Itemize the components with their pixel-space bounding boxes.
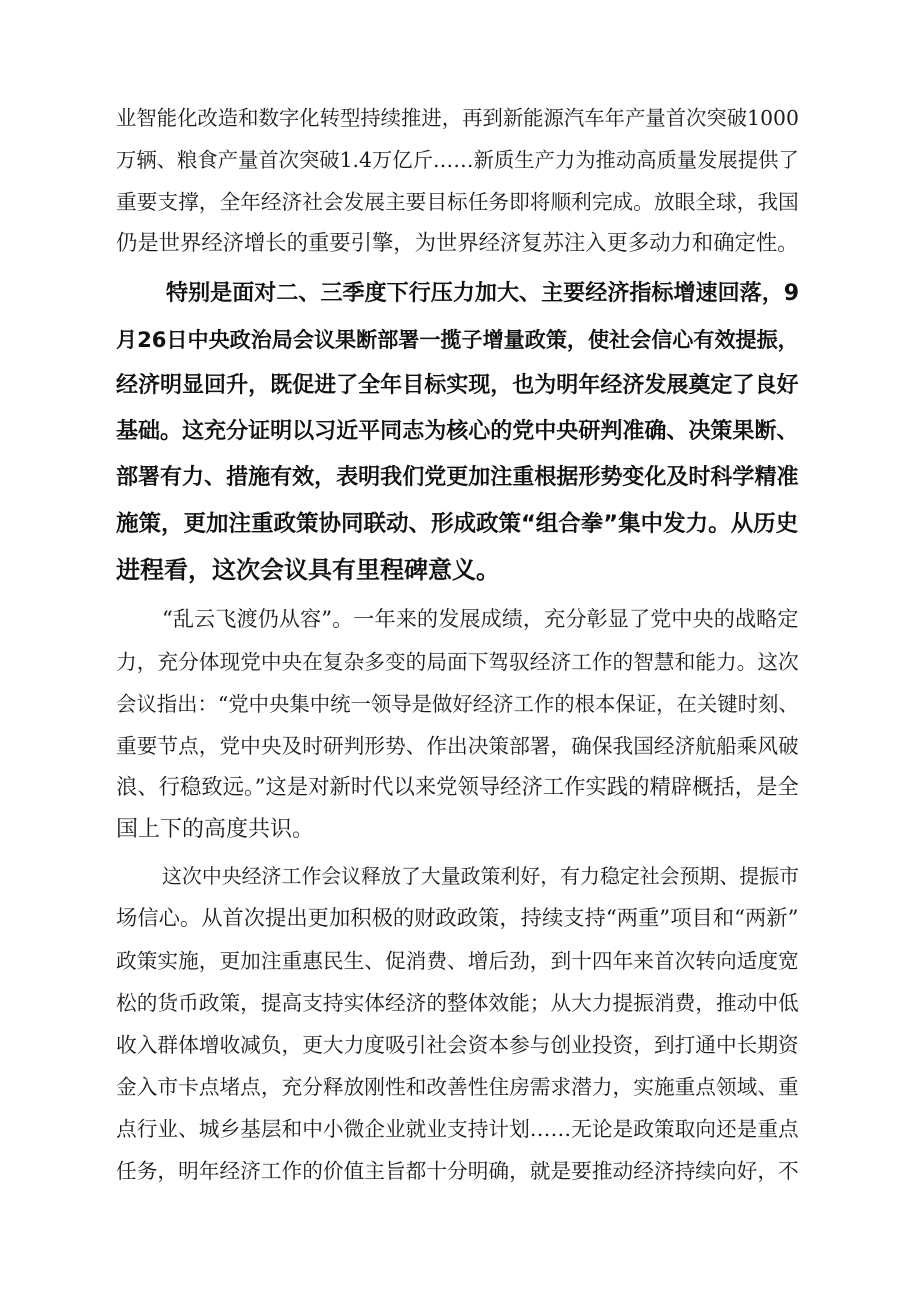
text-line: 业智能化改造和数字化转型持续推进，再到新能源汽车年产量首次突破1000	[116, 106, 799, 130]
text-line: 浪、行稳致远。”这是对新时代以来党领导经济工作实践的精辟概括，是全	[116, 775, 799, 800]
text-line: 仍是世界经济增长的重要引擎，为世界经济复苏注入更多动力和确定性。	[116, 231, 799, 256]
text-line: 基础。这充分证明以习近平同志为核心的党中央研判准确、决策果断、	[116, 419, 799, 444]
text-line: 松的货币政策，提高支持实体经济的整体效能；从大力提振消费，推动中低	[116, 991, 799, 1015]
text-line: 收入群体增收减负，更大力度吸引社会资本参与创业投资，到打通中长期资	[116, 1033, 799, 1057]
text-line: 部署有力、措施有效，表明我们党更加注重根据形势变化及时科学精准	[116, 465, 799, 490]
text-line: 经济明显回升，既促进了全年目标实现，也为明年经济发展奠定了良好	[116, 373, 799, 398]
text-line: 进程看，这次会议具有里程碑意义。	[116, 556, 500, 584]
text-line: 重要支撑，全年经济社会发展主要目标任务即将顺利完成。放眼全球，我国	[116, 190, 799, 214]
text-line: 万辆、粮食产量首次突破1.4万亿斤……新质生产力为推动高质量发展提供了	[116, 148, 799, 172]
text-line: 重要节点，党中央及时研判形势、作出决策部署，确保我国经济航船乘风破	[116, 734, 799, 758]
text-line: “乱云飞渡仍从容”。一年来的发展成绩，充分彰显了党中央的战略定	[162, 607, 799, 632]
text-line: 政策实施，更加注重惠民生、促消费、增后劲，到十四年来首次转向适度宽	[116, 949, 799, 973]
text-line: 金入市卡点堵点，充分释放刚性和改善性住房需求潜力，实施重点领域、重	[116, 1075, 799, 1099]
text-line: 力，充分体现党中央在复杂多变的局面下驾驭经济工作的智慧和能力。这次	[116, 650, 799, 674]
text-line: 点行业、城乡基层和中小微企业就业支持计划……无论是政策取向还是重点	[116, 1117, 799, 1141]
text-line: 这次中央经济工作会议释放了大量政策利好，有力稳定社会预期、提振市	[162, 865, 800, 888]
text-line: 会议指出：“党中央集中统一领导是做好经济工作的根本保证，在关键时刻、	[116, 692, 799, 716]
text-line: 施策，更加注重政策协同联动、形成政策“组合拳”集中发力。从历史	[116, 511, 799, 537]
text-line: 场信心。从首次提出更加积极的财政政策，持续支持“两重”项目和“两新”	[116, 906, 799, 931]
text-line: 国上下的高度共识。	[116, 817, 315, 842]
text-line: 月26日中央政治局会议果断部署一揽子增量政策，使社会信心有效提振，	[116, 327, 799, 352]
text-line: 特别是面对二、三季度下行压力加大、主要经济指标增速回落，9	[166, 281, 800, 306]
text-line: 任务，明年经济工作的价值主旨都十分明确，就是要推动经济持续向好，不	[116, 1159, 799, 1183]
